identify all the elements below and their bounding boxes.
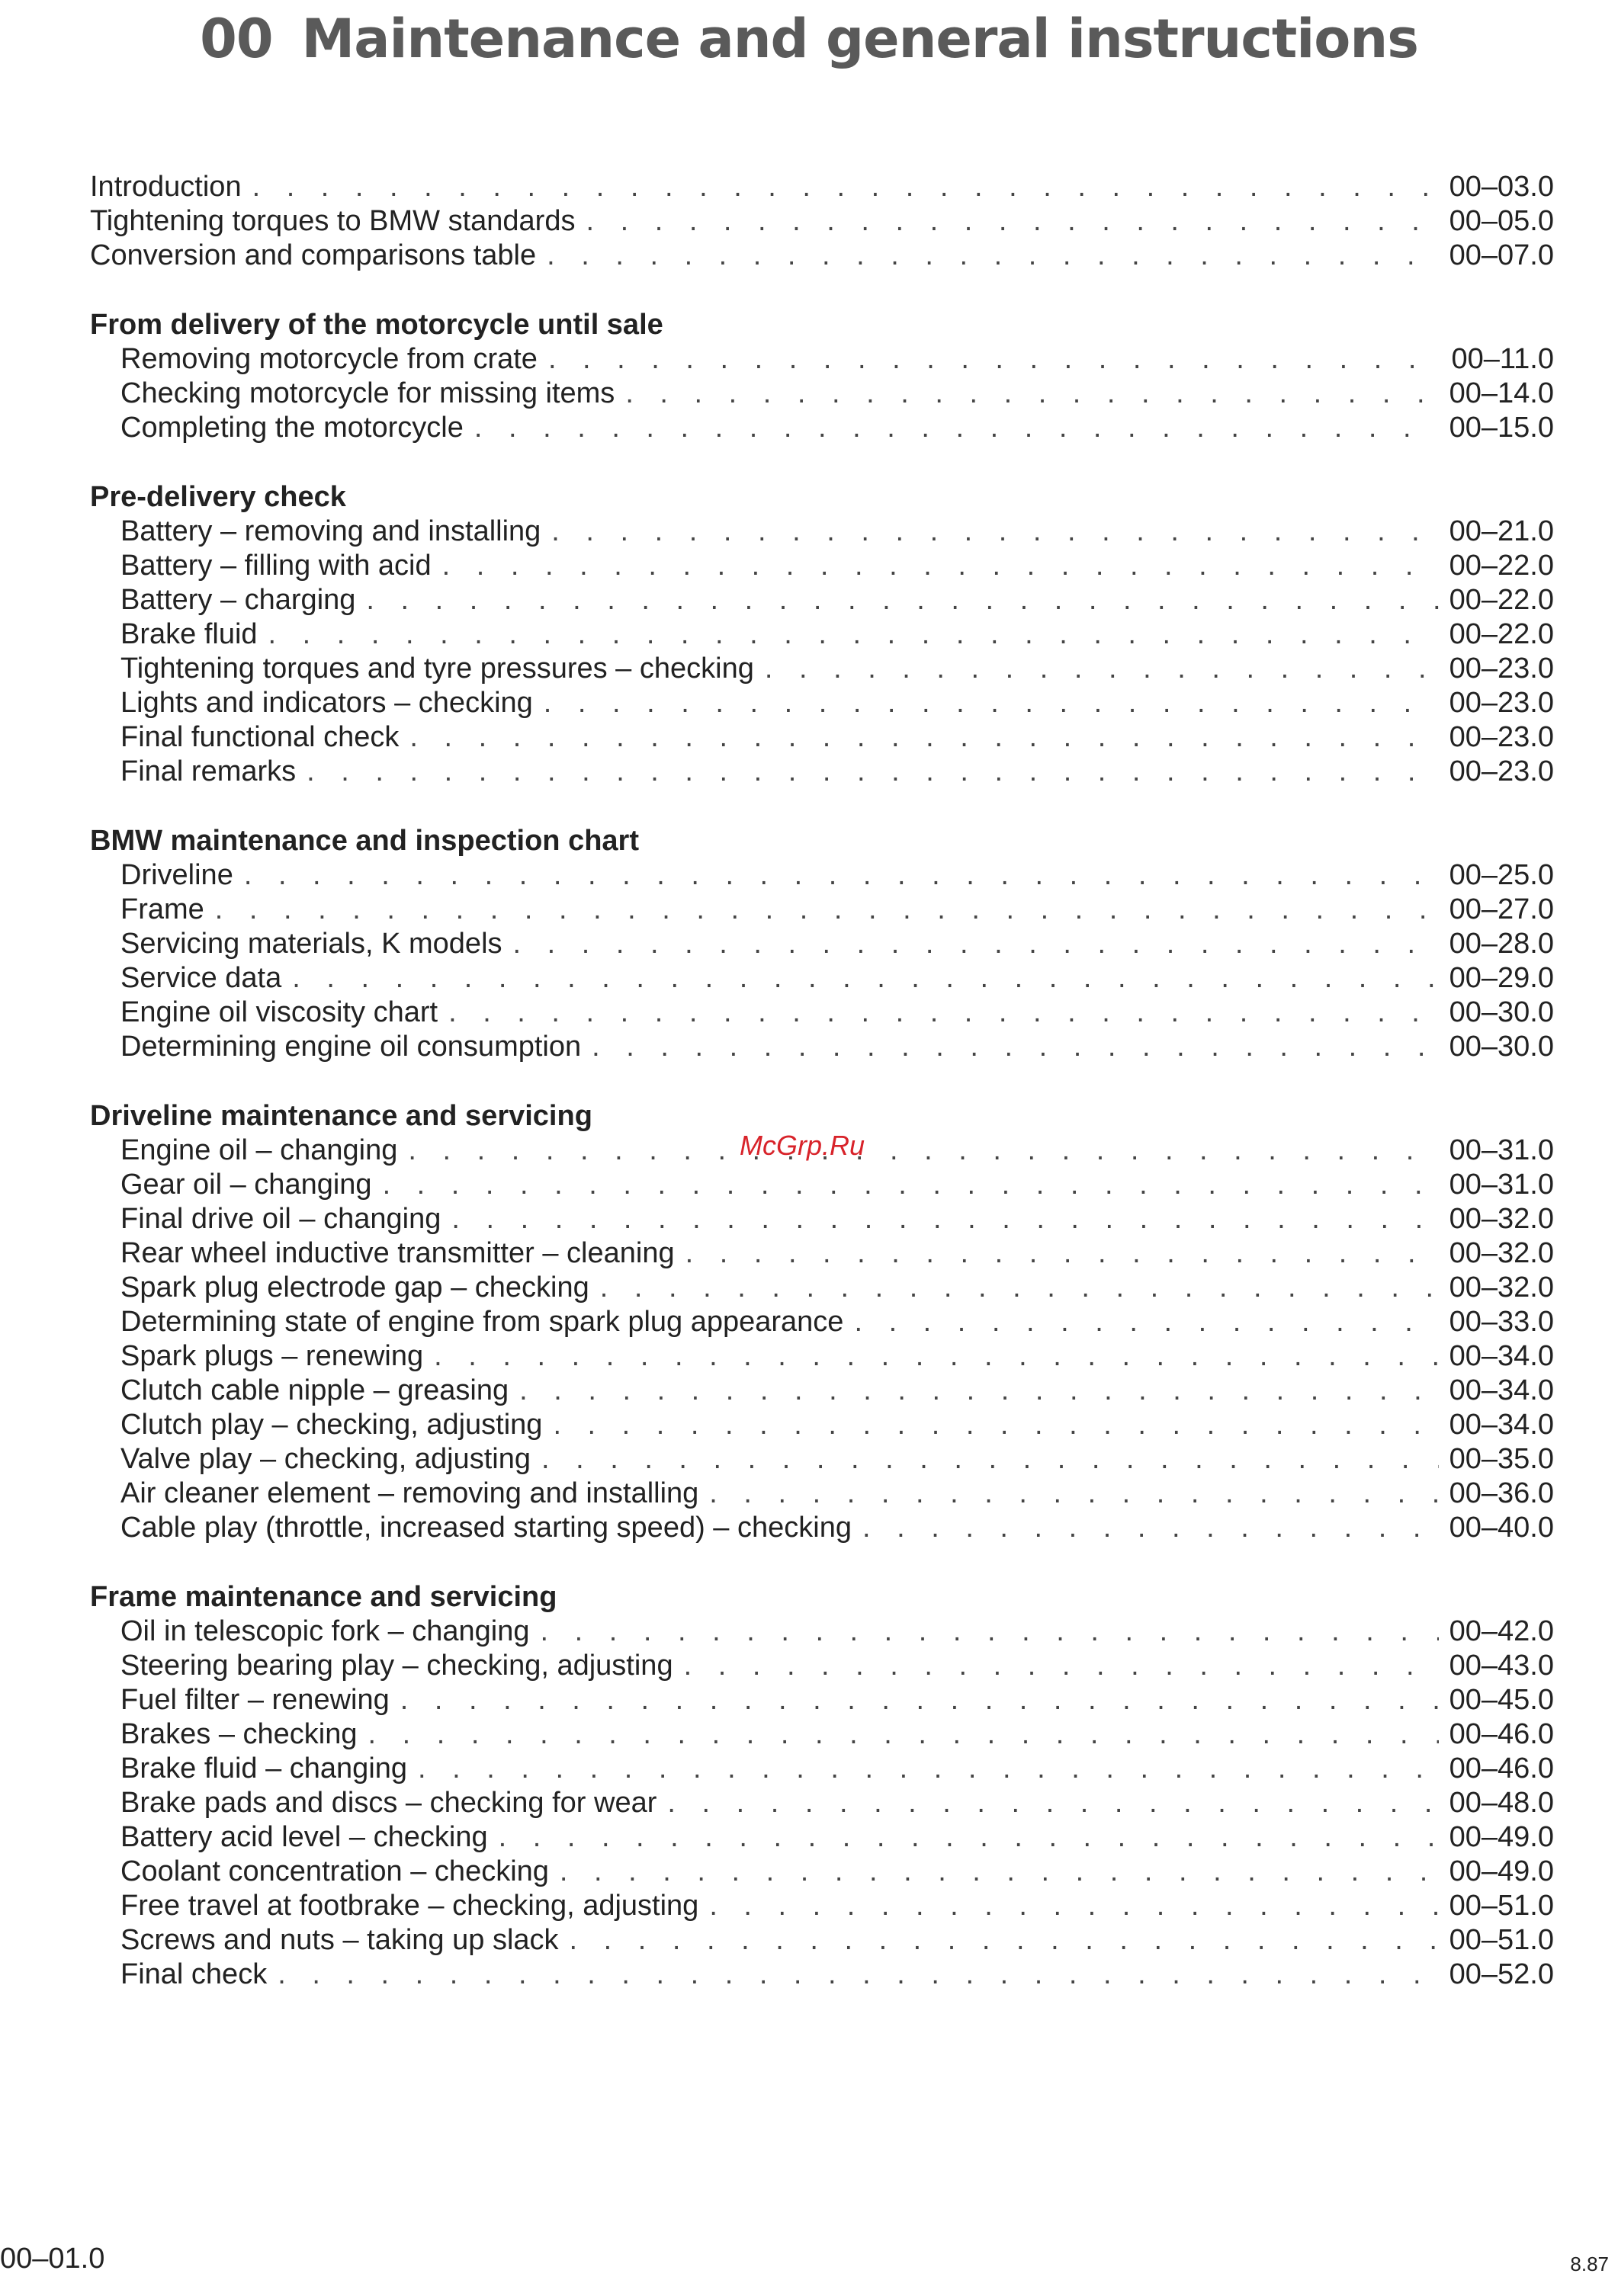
entry-label: Battery – filling with acid — [120, 550, 432, 582]
toc-entry — [90, 652, 1554, 686]
toc-entry — [90, 377, 1554, 411]
entry-page-number: 00–34.0 — [1449, 1374, 1554, 1406]
toc-entry — [90, 411, 1554, 445]
entry-page-number: 00–22.0 — [1449, 584, 1554, 616]
toc-section — [90, 308, 1554, 445]
toc-entry — [90, 1305, 1554, 1339]
entry-label: Fuel filter – renewing — [120, 1684, 390, 1716]
entry-page-number: 00–31.0 — [1449, 1169, 1554, 1201]
entry-page-number: 00–30.0 — [1449, 996, 1554, 1028]
entry-page-number: 00–46.0 — [1449, 1718, 1554, 1750]
dot-leader — [560, 1855, 1439, 1889]
dot-leader — [215, 893, 1439, 927]
toc-entry — [90, 1339, 1554, 1374]
dot-leader — [547, 239, 1439, 273]
entry-page-number: 00–28.0 — [1449, 928, 1554, 960]
dot-leader — [765, 652, 1439, 686]
dot-leader — [541, 1615, 1439, 1649]
toc-entry — [90, 686, 1554, 720]
dot-leader — [709, 1889, 1438, 1923]
toc-entry — [90, 515, 1554, 549]
toc-entry — [90, 549, 1554, 583]
dot-leader — [667, 1786, 1438, 1820]
toc-entry — [90, 961, 1554, 996]
entry-page-number: 00–51.0 — [1449, 1924, 1554, 1956]
toc-entry — [90, 755, 1554, 789]
entry-page-number: 00–32.0 — [1449, 1203, 1554, 1235]
entry-page-number: 00–49.0 — [1449, 1855, 1554, 1887]
entry-label: Final remarks — [120, 755, 297, 787]
dot-leader — [400, 1683, 1439, 1717]
entry-label: Air cleaner element – removing and installing — [120, 1477, 699, 1509]
toc-entry — [90, 720, 1554, 755]
entry-page-number: 00–23.0 — [1449, 687, 1554, 719]
chapter-title: Maintenance and general instructions — [301, 8, 1418, 70]
entry-page-number: 00–35.0 — [1449, 1443, 1554, 1475]
entry-label: Brake fluid – changing — [120, 1752, 408, 1785]
toc-entry — [90, 1168, 1554, 1202]
entry-label: Brakes – checking — [120, 1718, 358, 1750]
entry-page-number: 00–07.0 — [1449, 239, 1554, 271]
toc-entry — [90, 342, 1554, 377]
toc-entry — [90, 1511, 1554, 1545]
toc-entry — [90, 1923, 1554, 1958]
toc-entry — [90, 170, 1554, 204]
entry-label: Tightening torques to BMW standards — [90, 205, 576, 237]
dot-leader — [684, 1649, 1439, 1683]
toc-entry — [90, 1786, 1554, 1820]
toc-entry — [90, 1958, 1554, 1992]
dot-leader — [553, 1408, 1438, 1442]
dot-leader — [541, 1442, 1439, 1477]
entry-label: Battery – removing and installing — [120, 515, 541, 547]
entry-label: Steering bearing play – checking, adjusting — [120, 1650, 673, 1682]
entry-label: Rear wheel inductive transmitter – cleaning — [120, 1237, 675, 1269]
section-heading: BMW maintenance and inspection chart — [90, 825, 639, 857]
entry-label: Determining engine oil consumption — [120, 1031, 582, 1063]
toc-entry — [90, 239, 1554, 273]
entry-label: Conversion and comparisons table — [90, 239, 537, 271]
dot-leader — [544, 686, 1439, 720]
toc-entry — [90, 1202, 1554, 1236]
toc-entry — [90, 996, 1554, 1030]
entry-page-number: 00–49.0 — [1449, 1821, 1554, 1853]
toc-entry — [90, 583, 1554, 617]
dot-leader — [519, 1374, 1439, 1408]
entry-page-number: 00–46.0 — [1449, 1752, 1554, 1785]
entry-page-number: 00–51.0 — [1449, 1890, 1554, 1922]
toc-entry — [90, 1717, 1554, 1752]
entry-label: Final drive oil – changing — [120, 1203, 441, 1235]
entry-label: Free travel at footbrake – checking, adjusting — [120, 1890, 699, 1922]
entry-page-number: 00–32.0 — [1449, 1237, 1554, 1269]
entry-label: Determining state of engine from spark plug appearance — [120, 1306, 844, 1338]
entry-label: Cable play (throttle, increased starting speed) – checking — [120, 1512, 852, 1544]
entry-page-number: 00–45.0 — [1449, 1684, 1554, 1716]
entry-label: Final functional check — [120, 721, 400, 753]
entry-label: Clutch play – checking, adjusting — [120, 1409, 543, 1441]
dot-leader — [548, 342, 1441, 377]
toc-entry — [90, 893, 1554, 927]
watermark: McGrp.Ru — [740, 1130, 865, 1161]
section-heading: Frame maintenance and servicing — [90, 1581, 557, 1613]
toc-entry — [90, 1752, 1554, 1786]
entry-page-number: 00–23.0 — [1449, 721, 1554, 753]
footer-date: 8.87 — [1570, 2253, 1609, 2275]
entry-label: Battery acid level – checking — [120, 1821, 488, 1853]
entry-page-number: 00–23.0 — [1449, 653, 1554, 685]
dot-leader — [862, 1511, 1439, 1545]
entry-page-number: 00–22.0 — [1449, 618, 1554, 650]
dot-leader — [268, 617, 1439, 652]
dot-leader — [434, 1339, 1438, 1374]
dot-leader — [244, 858, 1439, 893]
entry-page-number: 00–22.0 — [1449, 550, 1554, 582]
entry-page-number: 00–34.0 — [1449, 1409, 1554, 1441]
dot-leader — [409, 720, 1438, 755]
toc-entry — [90, 1374, 1554, 1408]
entry-label: Removing motorcycle from crate — [120, 343, 538, 375]
dot-leader — [513, 927, 1439, 961]
entry-page-number: 00–33.0 — [1449, 1306, 1554, 1338]
toc-entry — [90, 1408, 1554, 1442]
entry-page-number: 00–21.0 — [1449, 515, 1554, 547]
dot-leader — [366, 583, 1438, 617]
dot-leader — [709, 1477, 1438, 1511]
dot-leader — [383, 1168, 1439, 1202]
entry-page-number: 00–11.0 — [1451, 343, 1554, 375]
toc-entry — [90, 1649, 1554, 1683]
dot-leader — [292, 961, 1438, 996]
toc-entry — [90, 204, 1554, 239]
dot-leader — [685, 1236, 1439, 1271]
entry-page-number: 00–15.0 — [1449, 412, 1554, 444]
entry-label: Checking motorcycle for missing items — [120, 377, 615, 409]
toc-entry — [90, 1236, 1554, 1271]
entry-label: Tightening torques and tyre pressures – checking — [120, 653, 754, 685]
entry-page-number: 00–52.0 — [1449, 1958, 1554, 1990]
toc-entry — [90, 1855, 1554, 1889]
entry-page-number: 00–03.0 — [1449, 171, 1554, 203]
entry-label: Completing the motorcycle — [120, 412, 464, 444]
toc-section — [90, 1099, 1554, 1545]
dot-leader — [451, 1202, 1438, 1236]
entry-page-number: 00–27.0 — [1449, 893, 1554, 925]
toc-section — [90, 1580, 1554, 1992]
toc-entry — [90, 1683, 1554, 1717]
toc-entry — [90, 1030, 1554, 1064]
dot-leader — [625, 377, 1438, 411]
entry-page-number: 00–31.0 — [1449, 1134, 1554, 1166]
entry-page-number: 00–43.0 — [1449, 1650, 1554, 1682]
entry-page-number: 00–05.0 — [1449, 205, 1554, 237]
toc-entry — [90, 1477, 1554, 1511]
entry-page-number: 00–34.0 — [1449, 1340, 1554, 1372]
section-heading: Pre-delivery check — [90, 481, 346, 513]
entry-page-number: 00–25.0 — [1449, 859, 1554, 891]
dot-leader — [252, 170, 1439, 204]
entry-label: Service data — [120, 962, 282, 994]
toc-entry — [90, 927, 1554, 961]
entry-label: Oil in telescopic fork – changing — [120, 1615, 530, 1647]
dot-leader — [368, 1717, 1439, 1752]
entry-label: Final check — [120, 1958, 268, 1990]
entry-label: Driveline — [120, 859, 233, 891]
entry-label: Valve play – checking, adjusting — [120, 1443, 531, 1475]
toc-entry — [90, 1889, 1554, 1923]
dot-leader — [474, 411, 1439, 445]
toc-section — [90, 824, 1554, 1064]
dot-leader — [592, 1030, 1439, 1064]
entry-page-number: 00–23.0 — [1449, 755, 1554, 787]
entry-page-number: 00–29.0 — [1449, 962, 1554, 994]
entry-page-number: 00–48.0 — [1449, 1787, 1554, 1819]
footer-page-number: 00–01.0 — [0, 2243, 105, 2275]
entry-label: Lights and indicators – checking — [120, 687, 533, 719]
dot-leader — [570, 1923, 1439, 1958]
entry-page-number: 00–30.0 — [1449, 1031, 1554, 1063]
dot-leader — [600, 1271, 1439, 1305]
chapter-number: 00 — [200, 8, 273, 70]
dot-leader — [307, 755, 1438, 789]
entry-label: Spark plug electrode gap – checking — [120, 1271, 589, 1304]
toc-entry — [90, 1442, 1554, 1477]
entry-label: Gear oil – changing — [120, 1169, 372, 1201]
dot-leader — [499, 1820, 1439, 1855]
entry-label: Clutch cable nipple – greasing — [120, 1374, 509, 1406]
dot-leader — [854, 1305, 1438, 1339]
entry-label: Engine oil – changing — [120, 1134, 398, 1166]
entry-label: Spark plugs – renewing — [120, 1340, 424, 1372]
toc-section — [90, 170, 1554, 273]
dot-leader — [551, 515, 1438, 549]
entry-label: Servicing materials, K models — [120, 928, 502, 960]
dot-leader — [278, 1958, 1438, 1992]
toc-section — [90, 480, 1554, 789]
entry-page-number: 00–32.0 — [1449, 1271, 1554, 1304]
toc-entry — [90, 1615, 1554, 1649]
table-of-contents — [90, 170, 1554, 2027]
toc-entry — [90, 858, 1554, 893]
entry-label: Engine oil viscosity chart — [120, 996, 438, 1028]
toc-entry — [90, 617, 1554, 652]
entry-label: Screws and nuts – taking up slack — [120, 1924, 559, 1956]
entry-page-number: 00–36.0 — [1449, 1477, 1554, 1509]
dot-leader — [442, 549, 1439, 583]
section-heading: From delivery of the motorcycle until sale — [90, 309, 663, 341]
entry-page-number: 00–14.0 — [1449, 377, 1554, 409]
toc-entry — [90, 1271, 1554, 1305]
dot-leader — [408, 1134, 1438, 1168]
dot-leader — [418, 1752, 1439, 1786]
entry-label: Frame — [120, 893, 204, 925]
dot-leader — [448, 996, 1439, 1030]
entry-page-number: 00–40.0 — [1449, 1512, 1554, 1544]
dot-leader — [586, 204, 1438, 239]
entry-label: Introduction — [90, 171, 242, 203]
entry-label: Coolant concentration – checking — [120, 1855, 549, 1887]
entry-page-number: 00–42.0 — [1449, 1615, 1554, 1647]
section-heading: Driveline maintenance and servicing — [90, 1100, 592, 1132]
toc-entry — [90, 1820, 1554, 1855]
entry-label: Brake fluid — [120, 618, 258, 650]
entry-label: Battery – charging — [120, 584, 356, 616]
page-title — [0, 8, 1618, 70]
entry-label: Brake pads and discs – checking for wear — [120, 1787, 657, 1819]
